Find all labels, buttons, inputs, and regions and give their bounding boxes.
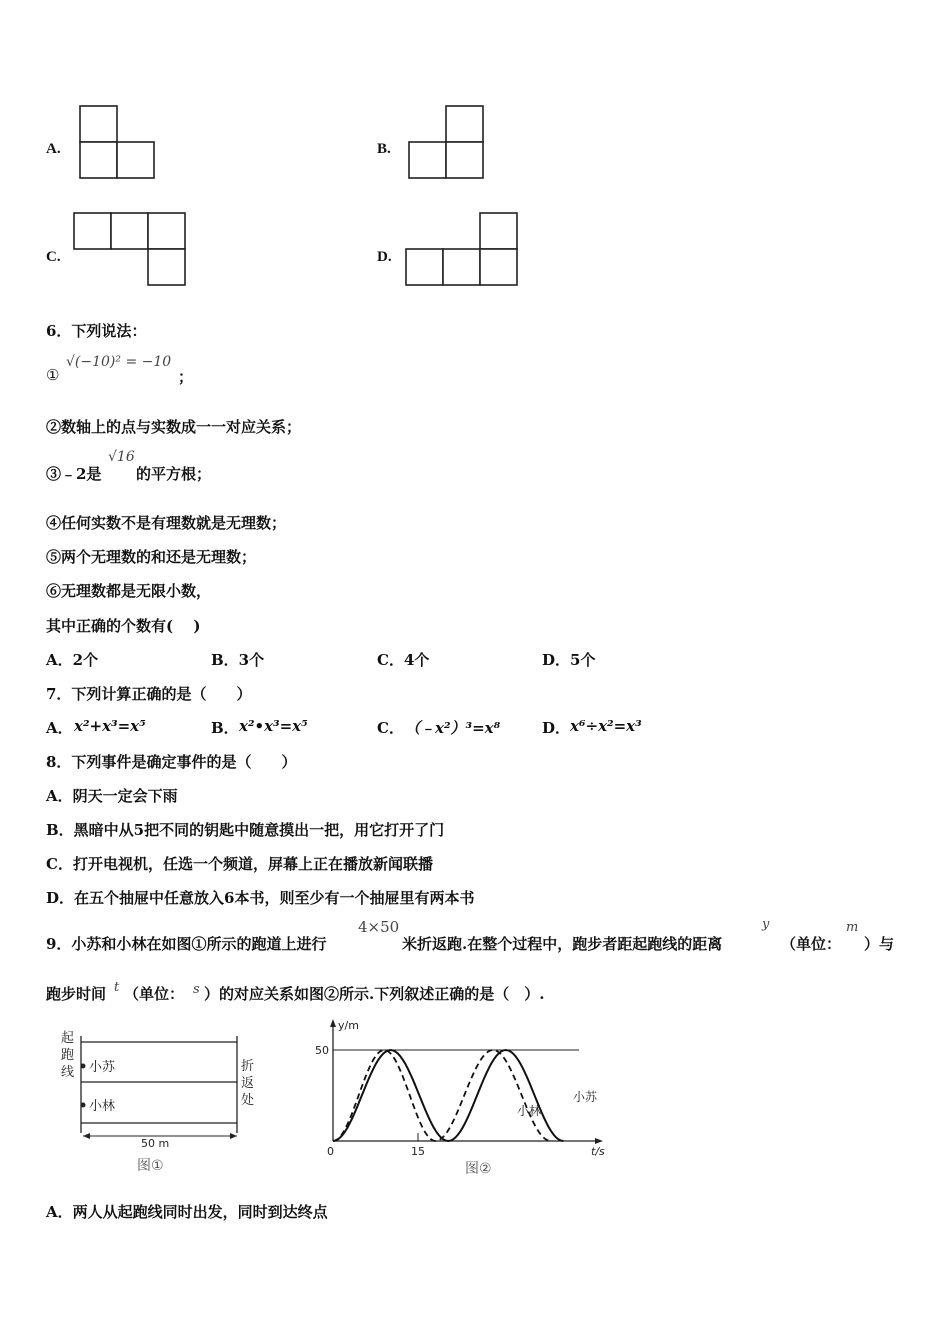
start-line-char-2: 跑	[61, 1048, 75, 1063]
q7-stem: 7．下列计算正确的是（ ）	[46, 685, 252, 703]
q7-option-d-expr: x⁶÷x²=x³	[570, 717, 642, 735]
q7-option-c-label: C．	[377, 719, 404, 737]
track-length: 50 m	[141, 1137, 170, 1150]
q6-item3-post: 的平方根；	[136, 465, 212, 483]
runner2-label: 小林	[89, 1099, 116, 1114]
origin-label: 0	[327, 1145, 334, 1158]
y-axis-label: y/m	[338, 1019, 359, 1032]
q8-option-b: B．黑暗中从5把不同的钥匙中随意摸出一把，用它打开了门	[46, 821, 445, 839]
q9-line2-a: 跑步时间	[46, 985, 107, 1003]
x-axis-label: t/s	[591, 1145, 605, 1158]
q8-option-a: A．阴天一定会下雨	[46, 787, 178, 805]
q8-option-d: D．在五个抽屉中任意放入6本书，则至少有一个抽屉里有两本书	[46, 889, 475, 907]
q7-option-b-expr: x²•x³=x⁵	[239, 717, 308, 735]
turn-point-char-3: 处	[241, 1093, 255, 1108]
q6-item1-formula: √(−10)² = −10	[66, 354, 172, 370]
option-c-label: C.	[46, 249, 61, 265]
q8-option-c: C．打开电视机，任选一个频道，屏幕上正在播放新闻联播	[46, 855, 433, 873]
figure-track	[55, 1028, 275, 1184]
q6-item5: ⑤两个无理数的和还是无理数；	[46, 548, 257, 566]
q7-option-a-expr: x²+x³=x⁵	[74, 717, 146, 735]
legend-xiaolin: 小林	[517, 1104, 542, 1118]
q9-line2-s: s	[193, 982, 200, 997]
figure1-caption: 图①	[137, 1158, 164, 1174]
q9-line1-m: m	[846, 920, 859, 935]
q9-line1-y: y	[762, 917, 770, 932]
turn-point-char-2: 返	[241, 1076, 255, 1091]
q6-item6: ⑥无理数都是无限小数，	[46, 582, 212, 600]
option-d-shape	[404, 211, 520, 287]
q7-option-c-expr: （﹣x²）³=x⁸	[405, 719, 501, 737]
q9-line1-a: 9．小苏和小林在如图①所示的跑道上进行	[46, 935, 327, 953]
option-b-shape	[407, 104, 487, 180]
runner1-label: 小苏	[89, 1060, 116, 1075]
q6-option-c: C．4个	[377, 651, 430, 669]
legend-xiaosu: 小苏	[573, 1090, 598, 1104]
q6-item3-pre: ③﹣2是	[46, 465, 102, 483]
q6-item4: ④任何实数不是有理数就是无理数；	[46, 514, 287, 532]
q6-stem: 6．下列说法：	[46, 322, 147, 340]
option-d-label: D.	[377, 249, 392, 265]
turn-point-char-1: 折	[241, 1059, 255, 1074]
option-a-label: A.	[46, 141, 61, 157]
series-xiaolin-line	[333, 1050, 551, 1141]
option-b-label: B.	[377, 141, 391, 157]
q9-option-a: A．两人从起跑线同时出发，同时到达终点	[46, 1203, 328, 1221]
q9-line2-t: t	[114, 980, 120, 995]
start-line-char-1: 起	[61, 1031, 75, 1046]
q7-option-d-label: D．	[542, 719, 571, 737]
q6-option-b: B．3个	[211, 651, 265, 669]
series-xiaosu-line	[333, 1050, 563, 1141]
start-line-char-3: 线	[61, 1065, 75, 1080]
q6-item1-end: ；	[178, 368, 194, 386]
figure-graph	[305, 1015, 615, 1185]
q6-question: 其中正确的个数有( )	[46, 617, 201, 635]
figure2-caption: 图②	[465, 1161, 492, 1177]
x-tick-15: 15	[411, 1145, 425, 1158]
q6-option-a: A．2个	[46, 651, 99, 669]
q9-line1-d: ）与	[864, 935, 895, 953]
q9-line1-formula: 4×50	[358, 918, 400, 936]
q6-item2: ②数轴上的点与实数成一一对应关系；	[46, 418, 302, 436]
q7-option-b-label: B．	[211, 719, 239, 737]
q8-stem: 8．下列事件是确定事件的是（ ）	[46, 753, 297, 771]
q6-item3-root: √16	[108, 449, 135, 465]
q9-line1-c: （单位：	[781, 935, 842, 953]
q6-item1-prefix: ①	[46, 366, 60, 384]
q9-line1-b: 米折返跑.在整个过程中，跑步者距起跑线的距离	[402, 935, 723, 953]
q7-option-a-label: A．	[46, 719, 73, 737]
q6-option-d: D．5个	[542, 651, 596, 669]
option-c-shape	[72, 211, 188, 287]
q9-line2-b: （单位：	[124, 985, 185, 1003]
y-tick-50: 50	[315, 1044, 329, 1057]
option-a-shape	[78, 104, 158, 180]
q9-line2-c: ）的对应关系如图②所示.下列叙述正确的是（ ）.	[204, 985, 545, 1003]
